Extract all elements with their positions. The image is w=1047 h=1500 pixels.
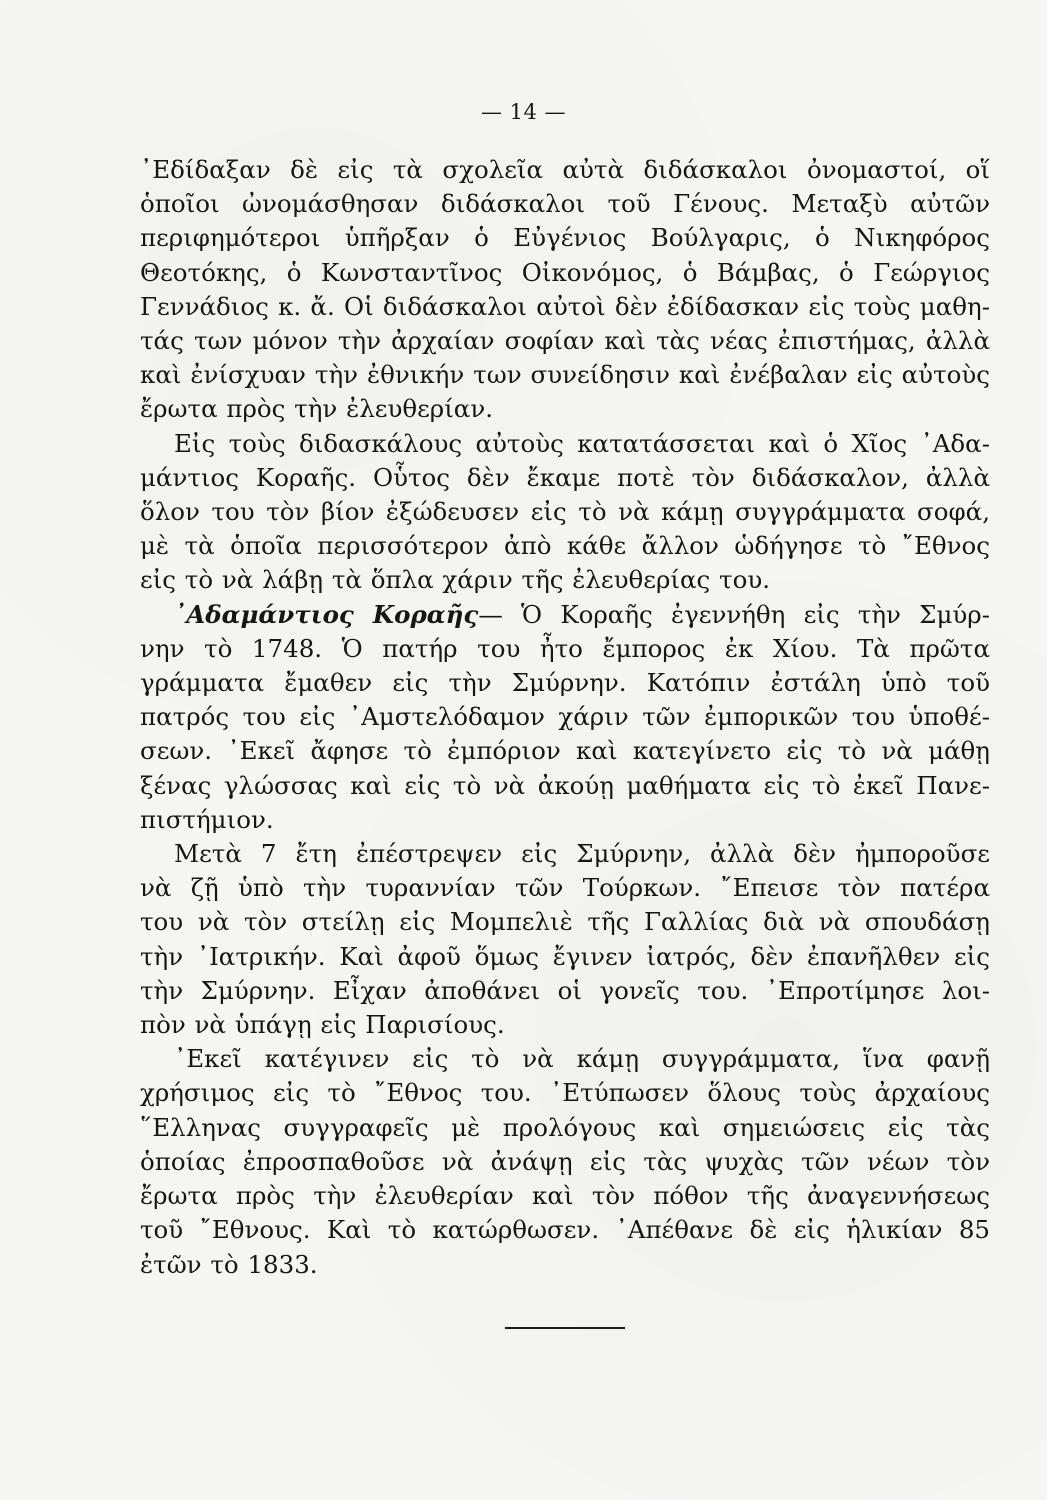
page-number: — 14 — [480, 100, 567, 124]
paragraph-1-line-1: ᾿Εδίδαξαν δὲ εἰς τὰ σχολεῖα αὐτὰ διδάσκαλοι ὀνομαστοί, οἵ [140, 155, 990, 184]
paragraph-4-line-3: του νὰ τὸν στείλῃ εἰς Μομπελιὲ τῆς Γαλλίας διὰ νὰ σπουδάσῃ [140, 907, 990, 937]
section-lead: — Ὁ Κοραῆς ἐγεννήθη εἰς τὴν Σμύρ- [478, 599, 990, 629]
paragraph-4-line-2: νὰ ζῇ ὑπὸ τὴν τυραννίαν τῶν Τούρκων. ῎Επεισε τὸν πατέρα [140, 873, 990, 903]
paragraph-5-line-4: ὁποίας ἐπροσπαθοῦσε νὰ ἀνάψῃ εἰς τὰς ψυχὰς τῶν νέων τὸν [140, 1146, 990, 1176]
paragraph-1-line-7: καὶ ἐνίσχυαν τὴν ἐθνικήν των συνείδησιν καὶ ἐνέβαλαν εἰς αὐτοὺς [140, 360, 990, 390]
paragraph-2-line-2: μάντιος Κοραῆς. Οὗτος δὲν ἔκαμε ποτὲ τὸν διδάσκαλον, ἀλλὰ [140, 462, 990, 492]
paragraph-3-line-2: γράμματα ἔμαθεν εἰς τὴν Σμύρνην. Κατόπιν ἐστάλη ὑπὸ τοῦ [140, 668, 990, 698]
paragraph-1-line-5: Γεννάδιος κ. ἄ. Οἱ διδάσκαλοι αὐτοὶ δὲν ἐδίδασκαν εἰς τοὺς μαθη- [140, 291, 990, 321]
paragraph-5-line-5: ἔρωτα πρὸς τὴν ἐλευθερίαν καὶ τὸν πόθον τῆς ἀναγεννήσεως [140, 1181, 990, 1211]
paragraph-4-line-4: τὴν ᾿Ιατρικήν. Καὶ ἀφοῦ ὅμως ἔγινεν ἰατρός, δὲν ἐπανῆλθεν εἰς [140, 941, 990, 971]
paragraph-2-line-3: ὅλον του τὸν βίον ἐξώδευσεν εἰς τὸ νὰ κάμῃ συγγράμματα σοφά, [140, 497, 990, 527]
paragraph-1-line-3: περιφημότεροι ὑπῆρξαν ὁ Εὐγένιος Βούλγαρις, ὁ Νικηφόρος [140, 223, 990, 253]
show-through-text [742, 1370, 982, 1410]
paragraph-1-line-6: τάς των μόνον τὴν ἀρχαίαν σοφίαν καὶ τὰς νέας ἐπιστήμας, ἀλλὰ [140, 326, 990, 356]
paragraph-3-line-3: πατρός του εἰς ᾿Αμστελόδαμον χάριν τῶν ἐμπορικῶν του ὑποθέ- [140, 702, 990, 732]
paragraph-5-line-7: ἐτῶν τὸ 1833. [140, 1249, 318, 1279]
end-rule [505, 1327, 625, 1329]
document-text [140, 153, 990, 1282]
paragraph-4-line-1: Μετὰ 7 ἔτη ἐπέστρεψεν εἰς Σμύρνην, ἀλλὰ δὲν ἠμποροῦσε [174, 839, 990, 869]
paragraph-5-line-3: ῞Ελληνας συγγραφεῖς μὲ προλόγους καὶ σημειώσεις εἰς τὰς [140, 1112, 990, 1142]
paragraph-5-line-2: χρήσιμος εἰς τὸ ῎Εθνος του. ᾿Ετύπωσεν ὅλους τοὺς ἀρχαίους [140, 1078, 990, 1108]
paragraph-3-line-4: σεων. ᾿Εκεῖ ἄφησε τὸ ἐμπόριον καὶ κατεγίνετο εἰς τὸ νὰ μάθῃ [140, 736, 990, 766]
paragraph-5-line-1: ᾿Εκεῖ κατέγινεν εἰς τὸ νὰ κάμῃ συγγράμματα, ἵνα φανῇ [174, 1044, 990, 1074]
paragraph-1-line-8: ἔρωτα πρὸς τὴν ἐλευθερίαν. [140, 394, 494, 424]
paragraph-3-line-5: ξένας γλώσσας καὶ εἰς τὸ νὰ ἀκούῃ μαθήματα εἰς τὸ ἐκεῖ Πανε- [140, 770, 990, 800]
paragraph-1-line-4: Θεοτόκης, ὁ Κωνσταντῖνος Οἰκονόμος, ὁ Βάμβας, ὁ Γεώργιος [140, 257, 990, 287]
paragraph-5-line-6: τοῦ ῎Εθνους. Καὶ τὸ κατώρθωσεν. ᾿Απέθανε δὲ εἰς ἡλικίαν 85 [140, 1215, 990, 1245]
section-title: ᾿Αδαμάντιος Κοραῆς [174, 599, 479, 629]
paragraph-2-line-4: μὲ τὰ ὁποῖα περισσότερον ἀπὸ κάθε ἄλλον ὡδήγησε τὸ ῎Εθνος [140, 531, 990, 561]
paragraph-1-line-2: ὁποῖοι ὠνομάσθησαν διδάσκαλοι τοῦ Γένους. Μεταξὺ αὐτῶν [140, 189, 990, 219]
section-heading-line [140, 598, 990, 632]
paragraph-2-line-1: Εἰς τοὺς διδασκάλους αὐτοὺς κατατάσσεται καὶ ὁ Χῖος ᾿Αδα- [174, 428, 990, 458]
paragraph-4-line-5: τὴν Σμύρνην. Εἶχαν ἀποθάνει οἱ γονεῖς του. ᾿Επροτίμησε λοι- [140, 975, 990, 1005]
paragraph-4-line-6: πὸν νὰ ὑπάγῃ εἰς Παρισίους. [140, 1010, 505, 1040]
paragraph-3-line-6: πιστήμιον. [140, 804, 274, 834]
paragraph-3-line-1: νην τὸ 1748. Ὁ πατήρ του ἦτο ἔμπορος ἐκ Χίου. Τὰ πρῶτα [140, 633, 990, 663]
paragraph-2-line-5: εἰς τὸ νὰ λάβῃ τὰ ὅπλα χάριν τῆς ἐλευθερίας του. [140, 565, 771, 595]
